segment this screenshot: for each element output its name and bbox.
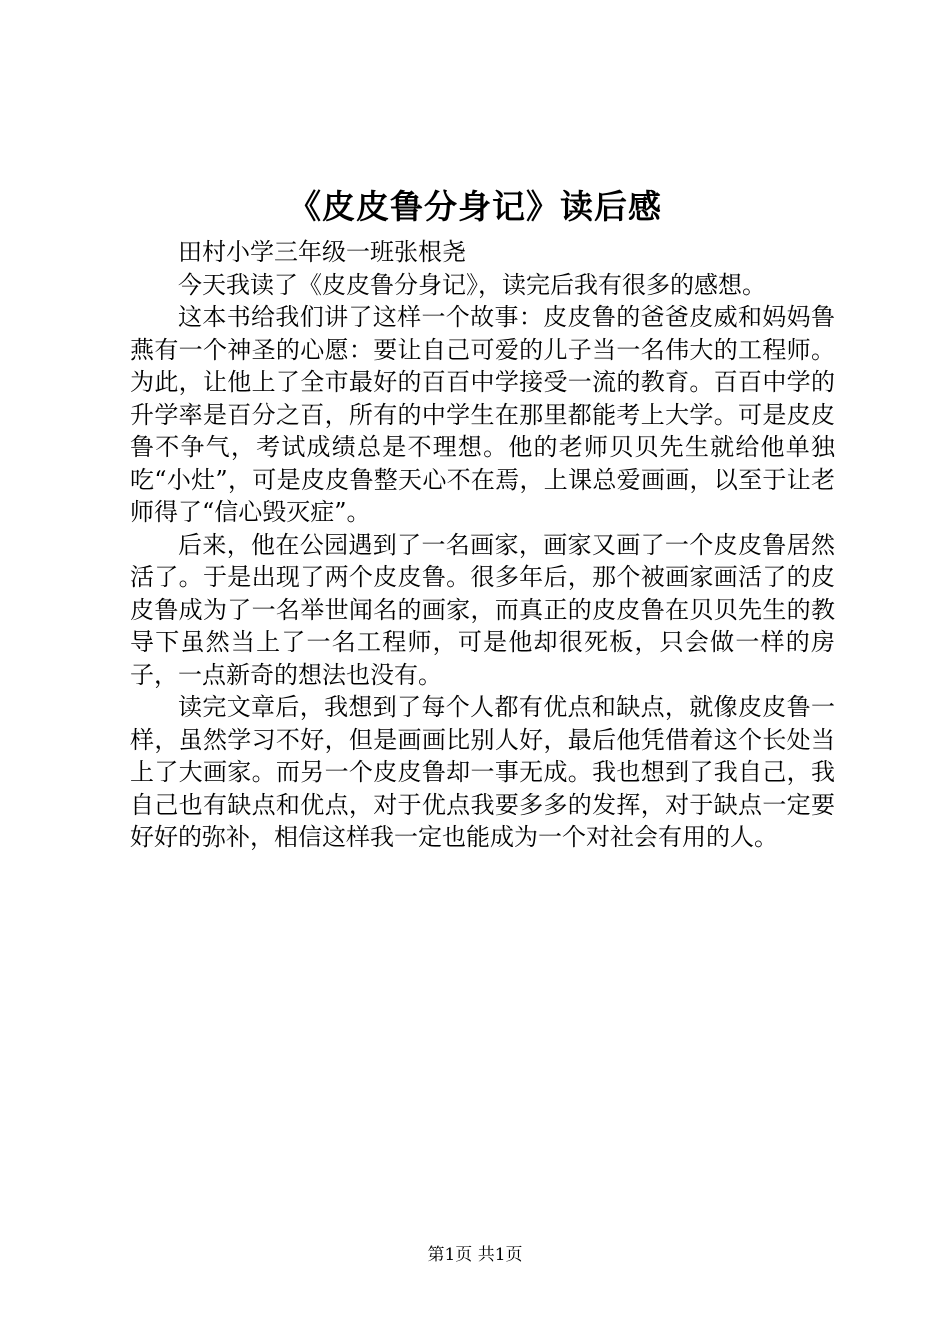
paragraph-1: 今天我读了《皮皮鲁分身记》，读完后我有很多的感想。 xyxy=(178,270,766,299)
paragraph-4: 读完文章后，我想到了每个人都有优点和缺点，就像皮皮鲁一样，虽然学习不好，但是画画比别人好，最后他凭借着这个长处当上了大画家。而另一个皮皮鲁却一事无成。我也想到了我自己，我自己也有缺点和优点，对于优点我要多多的发挥，对于缺点一定要好好的弥补，相信这样我一定也能成为一个对社会有用的人。 xyxy=(130,693,835,851)
author-line: 田村小学三年级一班张根尧 xyxy=(178,238,466,266)
paragraph-2: 这本书给我们讲了这样一个故事：皮皮鲁的爸爸皮威和妈妈鲁燕有一个神圣的心愿：要让自己可爱的儿子当一名伟大的工程师。为此，让他上了全市最好的百百中学接受一流的教育。百百中学的升学率是百分之百，所有的中学生在那里都能考上大学。可是皮皮鲁不争气，考试成绩总是不理想。他的老师贝贝先生就给他单独吃“小灶”，可是皮皮鲁整天心不在焉，上课总爱画画，以至于让老师得了“信心毁灭症”。 xyxy=(130,303,835,526)
document-body xyxy=(130,236,835,854)
page-footer: 第1页 共1页 xyxy=(427,1245,523,1265)
paragraph-3: 后来，他在公园遇到了一名画家，画家又画了一个皮皮鲁居然活了。于是出现了两个皮皮鲁。很多年后，那个被画家画活了的皮皮鲁成为了一名举世闻名的画家，而真正的皮皮鲁在贝贝先生的教导下虽然当上了一名工程师，可是他却很死板，只会做一样的房子，一点新奇的想法也没有。 xyxy=(130,530,835,689)
document-title: 《皮皮鲁分身记》读后感 xyxy=(288,187,662,226)
